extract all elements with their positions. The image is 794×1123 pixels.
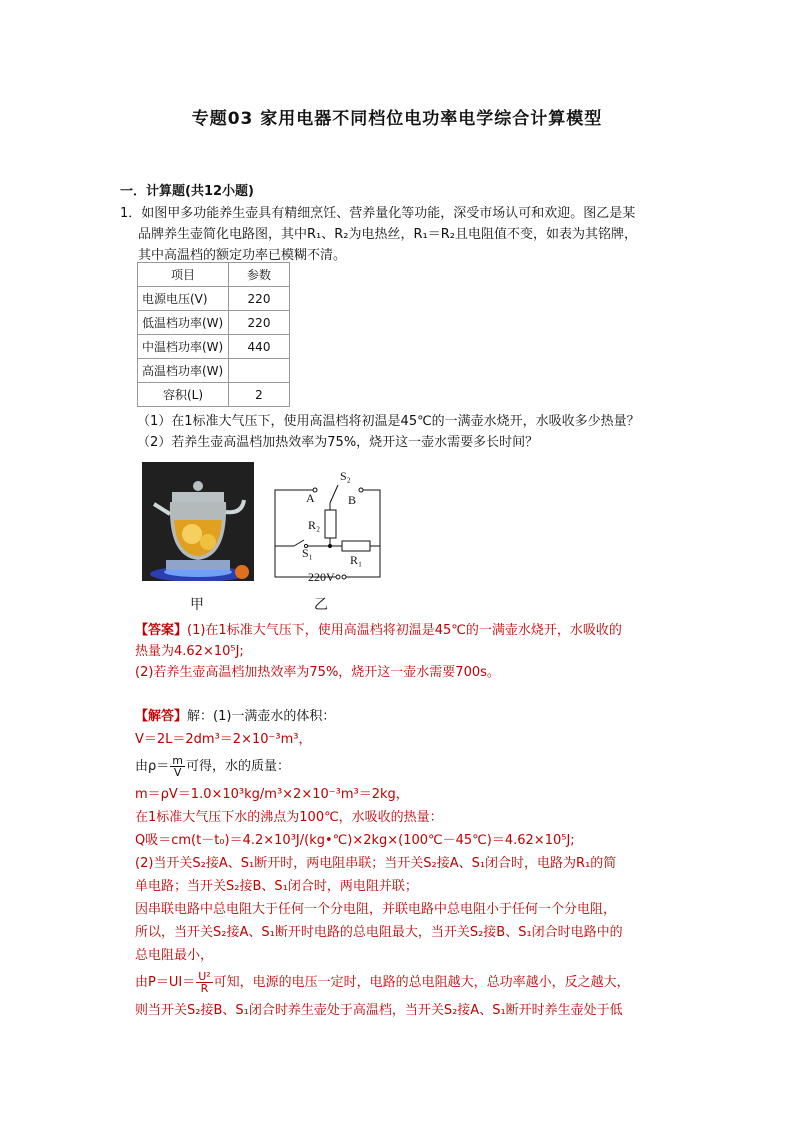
table-cell: 220 — [229, 311, 290, 335]
solution-line: 所以，当开关S₂接A、S₁断开时电路的总电阻最大，当开关S₂接B、S₁闭合时电路中的 — [135, 925, 623, 940]
resistor-r2 — [325, 510, 336, 538]
solution-text: 可知，电源的电压一定时，电路的总电阻越大，总功率越小，反之越大， — [213, 975, 630, 990]
table-row — [138, 359, 290, 383]
circuit-diagram — [270, 466, 390, 586]
label-s2: S₂ — [340, 469, 351, 483]
sub-question-1: （1）在1标准大气压下，使用高温档将初温是45℃的一满壶水烧开，水吸收多少热量？ — [137, 414, 640, 429]
power-fraction — [196, 971, 212, 994]
answer-block — [135, 620, 680, 683]
label-s1: S₁ — [302, 546, 313, 560]
teapot-photo — [142, 462, 254, 581]
solution-line: 在1标准大气压下水的沸点为100℃，水吸收的热量： — [135, 810, 443, 825]
solution-line — [135, 751, 680, 783]
table-row — [138, 335, 290, 359]
page-title: 专题03 家用电器不同档位电功率电学综合计算模型 — [191, 109, 603, 129]
table-cell: 中温档功率(W) — [138, 335, 229, 359]
solution-text: 可得，水的质量： — [185, 759, 290, 774]
answer-tag: 【答案】 — [135, 623, 188, 638]
label-voltage: 220V — [308, 570, 335, 584]
solution-line: Q吸＝cm(t－t₀)＝4.2×10³J/(kg•℃)×2kg×(100℃－45℃)＝4.62×10⁵J; — [135, 833, 575, 848]
spec-table — [137, 262, 290, 407]
table-cell: 容积(L) — [138, 383, 229, 407]
solution-line: 因串联电路中总电阻大于任何一个分电阻，并联电路中总电阻小于任何一个分电阻， — [135, 902, 617, 917]
table-cell: 低温档功率(W) — [138, 311, 229, 335]
answer-line: (2)若养生壶高温档加热效率为75%，烧开这一壶水需要700s。 — [135, 665, 500, 680]
caption-yi: 乙 — [314, 597, 328, 613]
density-fraction — [170, 755, 185, 778]
section-heading: 一．计算题(共12小题) — [120, 184, 254, 199]
solution-line: 总电阻最小， — [135, 948, 214, 963]
fraction-numerator: U² — [198, 970, 211, 983]
table-cell: 440 — [229, 335, 290, 359]
solution-text: 解：(1)一满壶水的体积： — [187, 709, 336, 724]
label-b: B — [348, 493, 357, 507]
table-cell: 高温档功率(W) — [138, 359, 229, 383]
question-line: 1．如图甲多功能养生壶具有精细烹饪、营养量化等功能，深受市场认可和欢迎。图乙是某 — [120, 206, 636, 221]
solution-line: 则当开关S₂接B、S₁闭合时养生壶处于高温档，当开关S₂接A、S₁断开时养生壶处于低 — [135, 1003, 623, 1018]
label-r2: R₂ — [308, 518, 321, 532]
label-a: A — [306, 491, 315, 505]
junction — [328, 544, 331, 547]
table-row — [138, 287, 290, 311]
question-1-stem — [120, 203, 680, 266]
question-line: 品牌养生壶简化电路图，其中R₁、R₂为电热丝，R₁＝R₂且电阻值不变，如表为其铭牌， — [138, 227, 637, 242]
table-row — [138, 383, 290, 407]
table-header-cell: 参数 — [229, 263, 290, 287]
solution-line: m＝ρV＝1.0×10³kg/m³×2×10⁻³m³＝2kg， — [135, 787, 409, 802]
terminal-b — [359, 488, 363, 492]
table-cell: 2 — [229, 383, 290, 407]
caption-jia: 甲 — [190, 597, 204, 613]
answer-line — [135, 620, 680, 641]
table-row — [138, 311, 290, 335]
table-header-cell: 项目 — [138, 263, 229, 287]
supply-terminal — [342, 575, 346, 579]
answer-line: 热量为4.62×10⁵J; — [135, 644, 244, 659]
label-r1: R₁ — [350, 553, 363, 567]
solution-line: (2)当开关S₂接A、S₁断开时，两电阻串联；当开关S₂接A、S₁闭合时，电路为R₁的简 — [135, 856, 617, 871]
solution-text: 由ρ＝ — [135, 759, 170, 774]
sub-question-2: （2）若养生壶高温档加热效率为75%，烧开这一壶水需要多长时间？ — [137, 435, 539, 450]
resistor-r1 — [342, 541, 370, 551]
teapot-illustration — [142, 462, 254, 581]
solution-tag: 【解答】 — [135, 709, 188, 724]
question-line: 其中高温档的额定功率已模糊不清。 — [138, 248, 347, 263]
solution-line: V＝2L＝2dm³＝2×10⁻³m³， — [135, 732, 312, 747]
solution-line: 单电路；当开关S₂接B、S₁闭合时，两电阻并联； — [135, 879, 418, 894]
answer-text: (1)在1标准大气压下，使用高温档将初温是45℃的一满壶水烧开，水吸收的 — [187, 623, 622, 638]
table-cell: 220 — [229, 287, 290, 311]
fraction-denominator: R — [200, 982, 209, 995]
solution-block — [135, 705, 680, 1022]
solution-text: 由P＝UI＝ — [135, 975, 196, 990]
supply-terminal — [336, 575, 340, 579]
solution-line — [135, 705, 680, 728]
switch-s2 — [330, 485, 338, 503]
table-cell — [229, 359, 290, 383]
fraction-numerator: m — [172, 754, 183, 767]
table-cell: 电源电压(V) — [138, 287, 229, 311]
fraction-denominator: V — [173, 766, 182, 779]
table-header-row — [138, 263, 290, 287]
solution-line — [135, 967, 680, 999]
